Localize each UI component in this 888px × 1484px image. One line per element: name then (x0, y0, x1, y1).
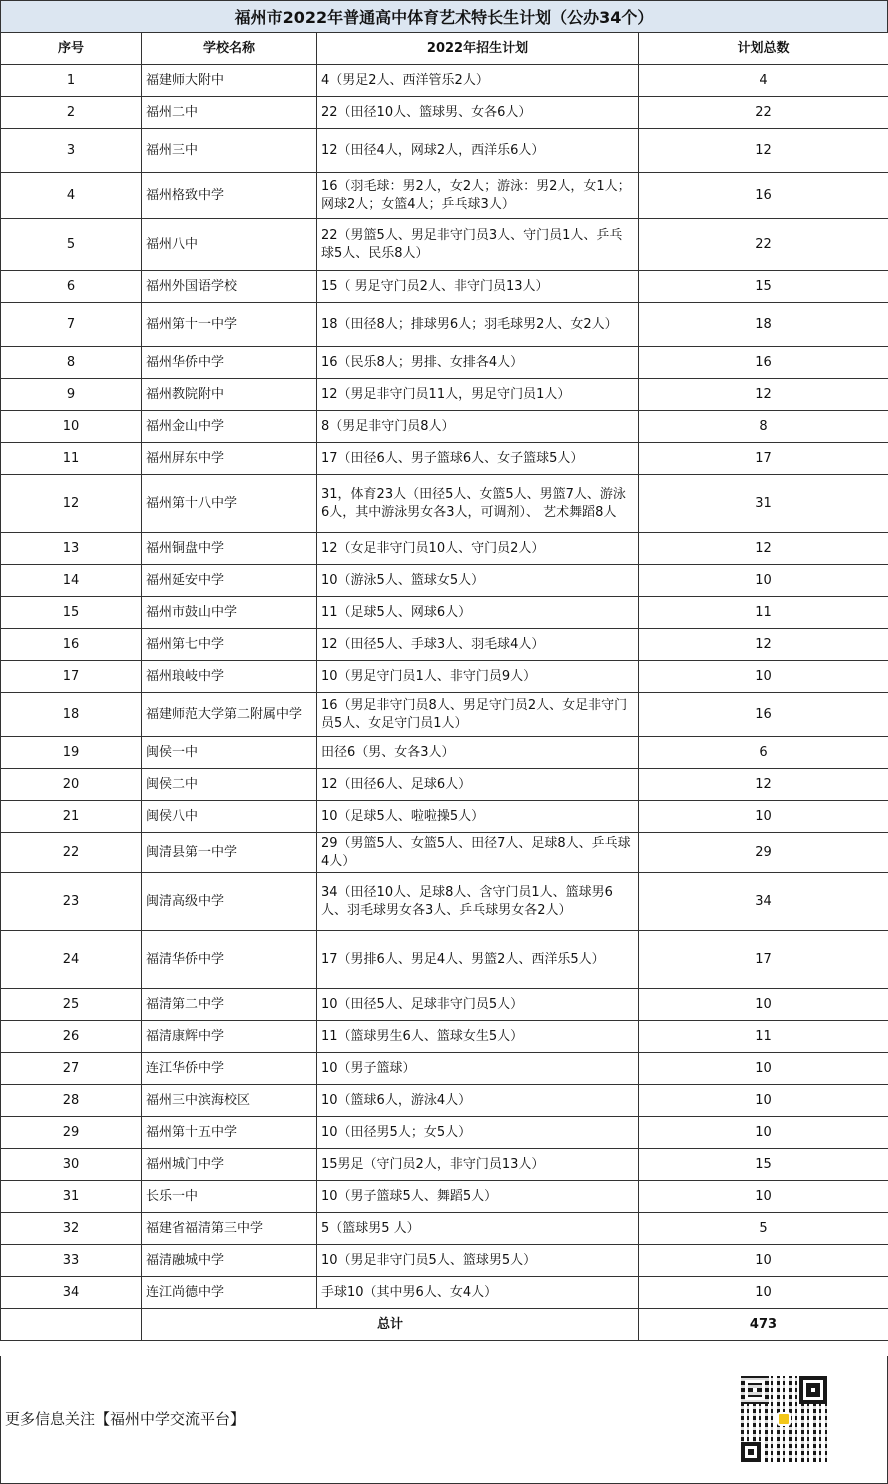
row-total: 34 (639, 873, 888, 931)
row-school: 连江尚德中学 (142, 1277, 317, 1309)
row-school: 福州琅岐中学 (142, 661, 317, 693)
row-total: 11 (639, 1021, 888, 1053)
table-row (1, 1149, 888, 1181)
table-row (1, 475, 888, 533)
sheet-title: 福州市2022年普通高中体育艺术特长生计划（公办34个） (0, 0, 888, 32)
table-row (1, 801, 888, 833)
row-school: 福州金山中学 (142, 411, 317, 443)
row-plan: 16（民乐8人；男排、女排各4人） (317, 347, 639, 379)
row-total: 15 (639, 1149, 888, 1181)
row-total: 4 (639, 65, 888, 97)
table-row (1, 873, 888, 931)
table-row (1, 533, 888, 565)
row-school: 福州第十五中学 (142, 1117, 317, 1149)
row-plan: 34（田径10人、足球8人、含守门员1人、篮球男6人、羽毛球男女各3人、乒乓球男女各2人） (317, 873, 639, 931)
table-row (1, 769, 888, 801)
table-row (1, 347, 888, 379)
row-total: 10 (639, 1277, 888, 1309)
row-no: 3 (1, 129, 142, 173)
row-no: 11 (1, 443, 142, 475)
row-school: 福州延安中学 (142, 565, 317, 597)
row-no: 6 (1, 271, 142, 303)
table-row (1, 1213, 888, 1245)
header-no: 序号 (1, 33, 142, 65)
table-body (1, 65, 888, 1309)
row-school: 福州市鼓山中学 (142, 597, 317, 629)
row-no: 29 (1, 1117, 142, 1149)
table-row (1, 1053, 888, 1085)
row-total: 10 (639, 1117, 888, 1149)
row-total: 12 (639, 629, 888, 661)
row-school: 福州华侨中学 (142, 347, 317, 379)
row-plan: 16（男足非守门员8人、男足守门员2人、女足非守门员5人、女足守门员1人） (317, 693, 639, 737)
qr-finder (741, 1442, 761, 1462)
row-school: 长乐一中 (142, 1181, 317, 1213)
table-row (1, 1117, 888, 1149)
row-plan: 15男足（守门员2人，非守门员13人） (317, 1149, 639, 1181)
row-total: 12 (639, 533, 888, 565)
row-total: 10 (639, 661, 888, 693)
row-no: 12 (1, 475, 142, 533)
row-total: 6 (639, 737, 888, 769)
qr-code (741, 1376, 827, 1462)
row-plan: 11（篮球男生6人、篮球女生5人） (317, 1021, 639, 1053)
row-total: 12 (639, 129, 888, 173)
table-row (1, 219, 888, 271)
row-school: 福建省福清第三中学 (142, 1213, 317, 1245)
row-plan: 田径6（男、女各3人） (317, 737, 639, 769)
table-row (1, 65, 888, 97)
row-total: 5 (639, 1213, 888, 1245)
footer (0, 1356, 888, 1484)
row-no: 5 (1, 219, 142, 271)
table-row (1, 1085, 888, 1117)
row-plan: 18（田径8人；排球男6人；羽毛球男2人、女2人） (317, 303, 639, 347)
plan-table (0, 32, 888, 1341)
row-no: 9 (1, 379, 142, 411)
row-total: 12 (639, 379, 888, 411)
row-plan: 12（田径4人，网球2人，西洋乐6人） (317, 129, 639, 173)
row-no: 28 (1, 1085, 142, 1117)
row-plan: 10（男足非守门员5人、篮球男5人） (317, 1245, 639, 1277)
row-total: 15 (639, 271, 888, 303)
total-value: 473 (639, 1309, 888, 1341)
row-school: 福州铜盘中学 (142, 533, 317, 565)
row-no: 23 (1, 873, 142, 931)
row-plan: 10（田径5人、足球非守门员5人） (317, 989, 639, 1021)
header-total: 计划总数 (639, 33, 888, 65)
header-plan: 2022年招生计划 (317, 33, 639, 65)
row-school: 福州屏东中学 (142, 443, 317, 475)
row-total: 16 (639, 693, 888, 737)
row-no: 20 (1, 769, 142, 801)
table-row (1, 629, 888, 661)
total-row (1, 1309, 888, 1341)
row-plan: 10（足球5人、啦啦操5人） (317, 801, 639, 833)
row-school: 福州教院附中 (142, 379, 317, 411)
row-school: 闽清县第一中学 (142, 833, 317, 873)
row-total: 10 (639, 565, 888, 597)
row-no: 10 (1, 411, 142, 443)
row-school: 闽侯八中 (142, 801, 317, 833)
row-school: 福建师范大学第二附属中学 (142, 693, 317, 737)
row-no: 30 (1, 1149, 142, 1181)
row-no: 26 (1, 1021, 142, 1053)
table-row (1, 303, 888, 347)
row-no: 21 (1, 801, 142, 833)
row-school: 福州三中 (142, 129, 317, 173)
table-row (1, 97, 888, 129)
row-no: 19 (1, 737, 142, 769)
row-total: 31 (639, 475, 888, 533)
row-total: 10 (639, 801, 888, 833)
total-label: 总计 (142, 1309, 639, 1341)
row-plan: 16（羽毛球：男2人，女2人；游泳：男2人，女1人；网球2人；女篮4人；乒乓球3人） (317, 173, 639, 219)
row-school: 福清华侨中学 (142, 931, 317, 989)
table-row (1, 833, 888, 873)
row-no: 33 (1, 1245, 142, 1277)
row-no: 8 (1, 347, 142, 379)
total-empty-cell (1, 1309, 142, 1341)
row-plan: 10（游泳5人、篮球女5人） (317, 565, 639, 597)
row-school: 福州三中滨海校区 (142, 1085, 317, 1117)
row-plan: 17（男排6人、男足4人、男篮2人、西洋乐5人） (317, 931, 639, 989)
row-total: 16 (639, 173, 888, 219)
row-total: 10 (639, 1053, 888, 1085)
table-row (1, 411, 888, 443)
row-plan: 4（男足2人、西洋管乐2人） (317, 65, 639, 97)
row-plan: 12（田径6人、足球6人） (317, 769, 639, 801)
table-row (1, 693, 888, 737)
row-no: 17 (1, 661, 142, 693)
row-plan: 10（田径男5人；女5人） (317, 1117, 639, 1149)
table-row (1, 737, 888, 769)
row-plan: 10（男足守门员1人、非守门员9人） (317, 661, 639, 693)
row-no: 25 (1, 989, 142, 1021)
row-school: 福州第七中学 (142, 629, 317, 661)
row-plan: 17（田径6人、男子篮球6人、女子篮球5人） (317, 443, 639, 475)
table-row (1, 379, 888, 411)
row-total: 10 (639, 1245, 888, 1277)
row-plan: 10（男子篮球5人、舞蹈5人） (317, 1181, 639, 1213)
row-no: 34 (1, 1277, 142, 1309)
table-row (1, 129, 888, 173)
row-no: 27 (1, 1053, 142, 1085)
row-no: 1 (1, 65, 142, 97)
header-row (1, 33, 888, 65)
row-school: 闽清高级中学 (142, 873, 317, 931)
table-row (1, 931, 888, 989)
row-total: 10 (639, 989, 888, 1021)
row-no: 32 (1, 1213, 142, 1245)
row-total: 16 (639, 347, 888, 379)
row-plan: 12（田径5人、手球3人、羽毛球4人） (317, 629, 639, 661)
table-row (1, 597, 888, 629)
row-no: 31 (1, 1181, 142, 1213)
row-school: 福州城门中学 (142, 1149, 317, 1181)
row-plan: 5（篮球男5 人） (317, 1213, 639, 1245)
row-total: 11 (639, 597, 888, 629)
row-total: 17 (639, 443, 888, 475)
row-plan: 22（田径10人、篮球男、女各6人） (317, 97, 639, 129)
row-total: 10 (639, 1181, 888, 1213)
table-row (1, 661, 888, 693)
row-school: 福清融城中学 (142, 1245, 317, 1277)
footer-text: 更多信息关注【福州中学交流平台】 (5, 1410, 246, 1428)
row-no: 4 (1, 173, 142, 219)
row-school: 福清第二中学 (142, 989, 317, 1021)
row-no: 7 (1, 303, 142, 347)
table-row (1, 1181, 888, 1213)
row-total: 10 (639, 1085, 888, 1117)
row-school: 福州外国语学校 (142, 271, 317, 303)
row-no: 2 (1, 97, 142, 129)
table-row (1, 989, 888, 1021)
row-no: 16 (1, 629, 142, 661)
row-no: 13 (1, 533, 142, 565)
row-school: 福清康辉中学 (142, 1021, 317, 1053)
row-total: 22 (639, 97, 888, 129)
row-no: 15 (1, 597, 142, 629)
row-total: 18 (639, 303, 888, 347)
row-total: 12 (639, 769, 888, 801)
row-total: 17 (639, 931, 888, 989)
row-school: 福建师大附中 (142, 65, 317, 97)
row-no: 22 (1, 833, 142, 873)
row-plan: 10（篮球6人，游泳4人） (317, 1085, 639, 1117)
row-no: 18 (1, 693, 142, 737)
row-school: 闽侯一中 (142, 737, 317, 769)
table-row (1, 1021, 888, 1053)
row-plan: 31，体育23人（田径5人、女篮5人、男篮7人、游泳6人，其中游泳男女各3人，可调剂）、 艺术舞蹈8人 (317, 475, 639, 533)
table-row (1, 271, 888, 303)
header-school: 学校名称 (142, 33, 317, 65)
row-total: 8 (639, 411, 888, 443)
row-plan: 29（男篮5人、女篮5人、田径7人、足球8人、乒乓球4人） (317, 833, 639, 873)
row-school: 福州二中 (142, 97, 317, 129)
row-school: 福州八中 (142, 219, 317, 271)
row-school: 福州第十八中学 (142, 475, 317, 533)
row-school: 闽侯二中 (142, 769, 317, 801)
row-plan: 15（ 男足守门员2人、非守门员13人） (317, 271, 639, 303)
row-no: 24 (1, 931, 142, 989)
row-school: 连江华侨中学 (142, 1053, 317, 1085)
row-total: 22 (639, 219, 888, 271)
row-total: 29 (639, 833, 888, 873)
table-row (1, 1245, 888, 1277)
row-plan: 手球10（其中男6人、女4人） (317, 1277, 639, 1309)
row-plan: 11（足球5人、网球6人） (317, 597, 639, 629)
row-plan: 10（男子篮球） (317, 1053, 639, 1085)
table-row (1, 1277, 888, 1309)
row-plan: 8（男足非守门员8人） (317, 411, 639, 443)
row-plan: 12（男足非守门员11人，男足守门员1人） (317, 379, 639, 411)
row-plan: 22（男篮5人、男足非守门员3人、守门员1人、乒乓球5人、民乐8人） (317, 219, 639, 271)
qr-logo-icon (777, 1412, 791, 1426)
table-row (1, 443, 888, 475)
table-row (1, 565, 888, 597)
row-plan: 12（女足非守门员10人、守门员2人） (317, 533, 639, 565)
row-no: 14 (1, 565, 142, 597)
row-school: 福州格致中学 (142, 173, 317, 219)
table-row (1, 173, 888, 219)
row-school: 福州第十一中学 (142, 303, 317, 347)
